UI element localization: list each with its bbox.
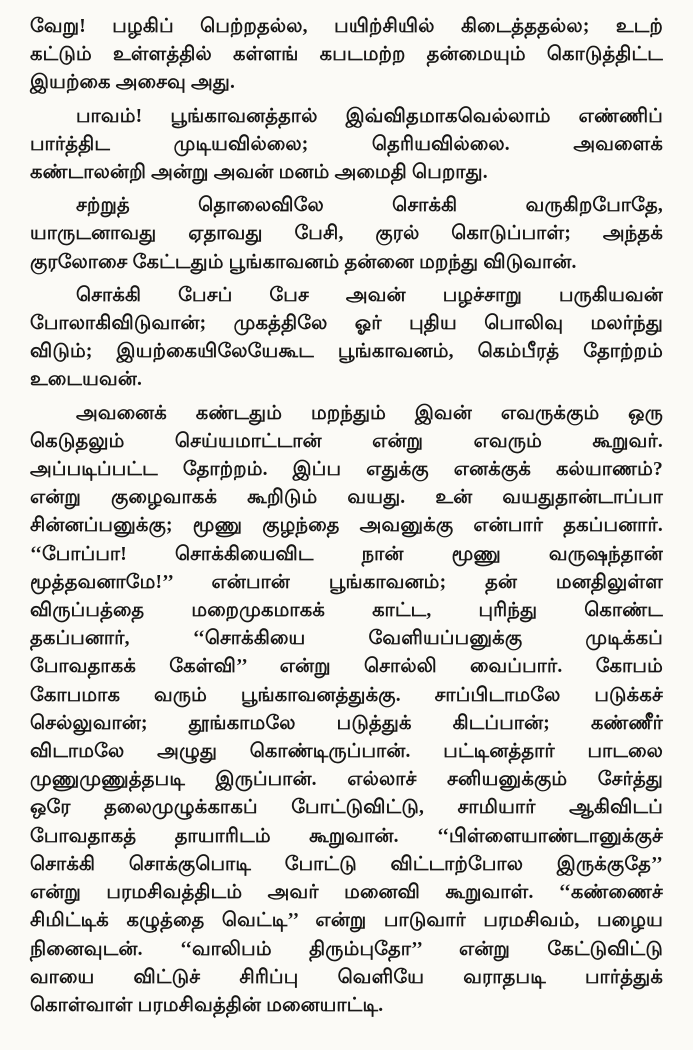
text-line: கொள்வாள் பரமசிவத்தின் மனையாட்டி.: [30, 994, 384, 1016]
text-line: அப்படிப்பட்ட தோற்றம். இப்ப எதுக்கு எனக்குக் கல்யாணம்?: [30, 459, 663, 481]
text-line: கெடுதலும் செய்யமாட்டான் என்று எவரும் கூறுவர்.: [30, 430, 663, 452]
text-line: சொக்கி சொக்குபொடி போட்டு விட்டாற்போல இருக்குதே’’: [30, 853, 663, 875]
text-line: விடும்; இயற்கையிலேயேகூட பூங்காவனம், கெம்பீரத் தோற்றம்: [30, 341, 663, 363]
text-line: விருப்பத்தை மறைமுகமாகக் காட்ட, புரிந்து கொண்ட: [30, 600, 663, 622]
text-line: சிமிட்டிக் கழுத்தை வெட்டி’’ என்று பாடுவார் பரமசிவம், பழைய: [30, 910, 663, 932]
text-line: செல்லுவான்; தூங்காமலே படுத்துக் கிடப்பான்; கண்ணீர்: [30, 712, 663, 734]
text-line: பாவம்! பூங்காவனத்தால் இவ்விதமாகவெல்லாம் எண்ணிப்: [76, 105, 663, 127]
text-line: போவதாகக் கேள்வி’’ என்று சொல்லி வைப்பார். கோபம்: [30, 656, 663, 678]
text-line: சொக்கி பேசப் பேச அவன் பழச்சாறு பருகியவன்: [76, 284, 663, 306]
text-line: என்று பரமசிவத்திடம் அவர் மனைவி கூறுவாள். ‘‘கண்ணைச்: [30, 882, 663, 904]
text-block: [30, 13, 663, 1020]
text-line: கட்டும் உள்ளத்தில் கள்ளங் கபடமற்ற தன்மையும் கொடுத்திட்ட: [30, 44, 663, 66]
text-line: மூத்தவனாமே!’’ என்பான் பூங்காவனம்; தன் மனதிலுள்ள: [30, 571, 663, 593]
text-line: யாருடனாவது ஏதாவது பேசி, குரல் கொடுப்பாள்; அந்தக்: [30, 223, 663, 245]
text-line: பார்த்திட முடியவில்லை; தெரியவில்லை. அவளைக்: [30, 133, 663, 155]
text-line: ‘‘போப்பா! சொக்கியைவிட நான் மூணு வருஷந்தான்: [30, 543, 663, 565]
text-line: கோபமாக வரும் பூங்காவனத்துக்கு. சாப்பிடாமலே படுக்கச்: [30, 684, 663, 706]
paragraph: [30, 400, 663, 1020]
paragraph: [30, 103, 663, 188]
text-line: முணுமுணுத்தபடி இருப்பான். எல்லாச் சனியனுக்கும் சேர்த்து: [30, 769, 663, 791]
text-line: வேறு! பழகிப் பெற்றதல்ல, பயிற்சியில் கிடைத்ததல்ல; உடற்: [30, 16, 663, 37]
text-line: கண்டாலன்றி அன்று அவன் மனம் அமைதி பெறாது.: [30, 162, 488, 184]
text-line: சின்னப்பனுக்கு; மூணு குழந்தை அவனுக்கு என்பார் தகப்பனார்.: [30, 515, 663, 537]
text-line: இயற்கை அசைவு அது.: [30, 72, 236, 94]
text-line: போலாகிவிடுவான்; முகத்திலே ஓர் புதிய பொலிவு மலர்ந்து: [30, 313, 663, 335]
text-line: அவனைக் கண்டதும் மறந்தும் இவன் எவருக்கும் ஒரு: [76, 402, 663, 424]
text-line: போவதாகத் தாயாரிடம் கூறுவான். ‘‘பிள்ளையாண்டானுக்குச்: [30, 825, 663, 847]
text-line: சற்றுத் தொலைவிலே சொக்கி வருகிறபோதே,: [76, 195, 663, 217]
text-line: விடாமலே அழுது கொண்டிருப்பான். பட்டினத்தார் பாடலை: [30, 741, 663, 763]
text-line: தகப்பனார், ‘‘சொக்கியை வேளியப்பனுக்கு முடிக்கப்: [30, 628, 663, 650]
text-line: நினைவுடன். ‘‘வாலிபம் திரும்புதோ’’ என்று கேட்டுவிட்டு: [30, 938, 663, 960]
paragraph: [30, 282, 663, 395]
text-line: என்று குழைவாகக் கூறிடும் வயது. உன் வயதுதான்டாப்பா: [30, 487, 663, 509]
text-line: ஒரே தலைமுழுக்காகப் போட்டுவிட்டு, சாமியார் ஆகிவிடப்: [30, 797, 663, 819]
paragraph: [30, 13, 663, 98]
text-line: உடையவன்.: [30, 369, 143, 391]
paragraph: [30, 192, 663, 277]
text-line: வாயை விட்டுச் சிரிப்பு வெளியே வராதபடி பார்த்துக்: [30, 966, 663, 988]
text-line: குரலோசை கேட்டதும் பூங்காவனம் தன்னை மறந்து விடுவான்.: [30, 251, 577, 273]
